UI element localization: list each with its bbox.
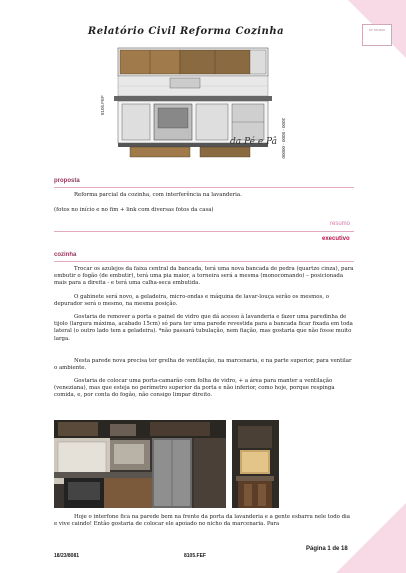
section-divider: [54, 261, 354, 262]
paragraph: Gostaria de colocar uma porta-camarão com folha de vidro, + a área para manter a ventilação (veneziana), mas que esteja no perímetro superior da porta e não inferior, como hoje, porque respinga comida, e, por conta do fogão, não consigo limpar direito.: [54, 378, 335, 399]
section-heading-cozinha: cozinha: [54, 252, 77, 258]
paragraph: Gostaria de remover a porta e painel de vidro que dá acesso à lavanderia e fazer uma paredinha de tijolo (largura máxima, acabado 15cm) só para ter uma parede revestida para a bancada ficar fixada em toda lateral (o outro lado tem a geladeira). *não passará tubulação, nem fiação, mas gostaria que não fosse muito larga.: [54, 314, 353, 342]
resumo-label: resumo: [330, 221, 351, 227]
page-title: Relatório Civil Reforma Cozinha: [87, 26, 285, 37]
section-divider: [54, 231, 354, 232]
paragraph: O gabinete será novo, a geladeira, micro-ondas e máquina de lavar-louça serão os mesmos, o depurador será o mesmo, na mesma posição.: [54, 294, 329, 308]
paragraph: Hoje o interfone fica na parede bem na frente da porta da lavanderia e a gente esbarra nele todo dia e vive caindo! Então gostaria de colocar ele apoiado no nicho da marcenaria. Para: [54, 514, 350, 528]
signature: da Pé e Pâ: [230, 137, 278, 147]
studio-logo: ST STUDIO: [362, 24, 392, 46]
footer-date: 18/23/8081: [54, 553, 80, 559]
proposta-note: (fotos no início e no fim + link com diversas fotos da casa): [54, 207, 214, 213]
executivo-label: executivo: [322, 236, 350, 242]
footer-code: 8105.FEF: [184, 553, 206, 559]
kitchen-photo: [54, 420, 226, 508]
paragraph: Trocar os azulejos da faixa central da bancada, terá uma nova bancada de pedra (quartzo cinza), para embutir o fogão (de embutir), terá uma pia maior, a torneira será a mesma (monocomando) – posicionada mais para a direita - e terá uma calha-seca embutida.: [54, 266, 354, 287]
proposta-text: Reforma parcial da cozinha, com interferência na lavanderia.: [74, 192, 242, 198]
section-divider: [54, 187, 354, 188]
paragraph: Nesta parede nova precisa ter grelha de ventilação, na marcenaria, e na parte superior, para ventilar o ambiente.: [54, 358, 352, 372]
drawing-right-label: 3000 - 8000 - 00000: [281, 118, 286, 159]
page-number: Página 1 de 18: [306, 546, 348, 552]
drawing-left-label: 8105.FEF: [100, 95, 105, 115]
laundry-photo: [232, 420, 279, 508]
section-heading-proposta: proposta: [54, 178, 80, 184]
